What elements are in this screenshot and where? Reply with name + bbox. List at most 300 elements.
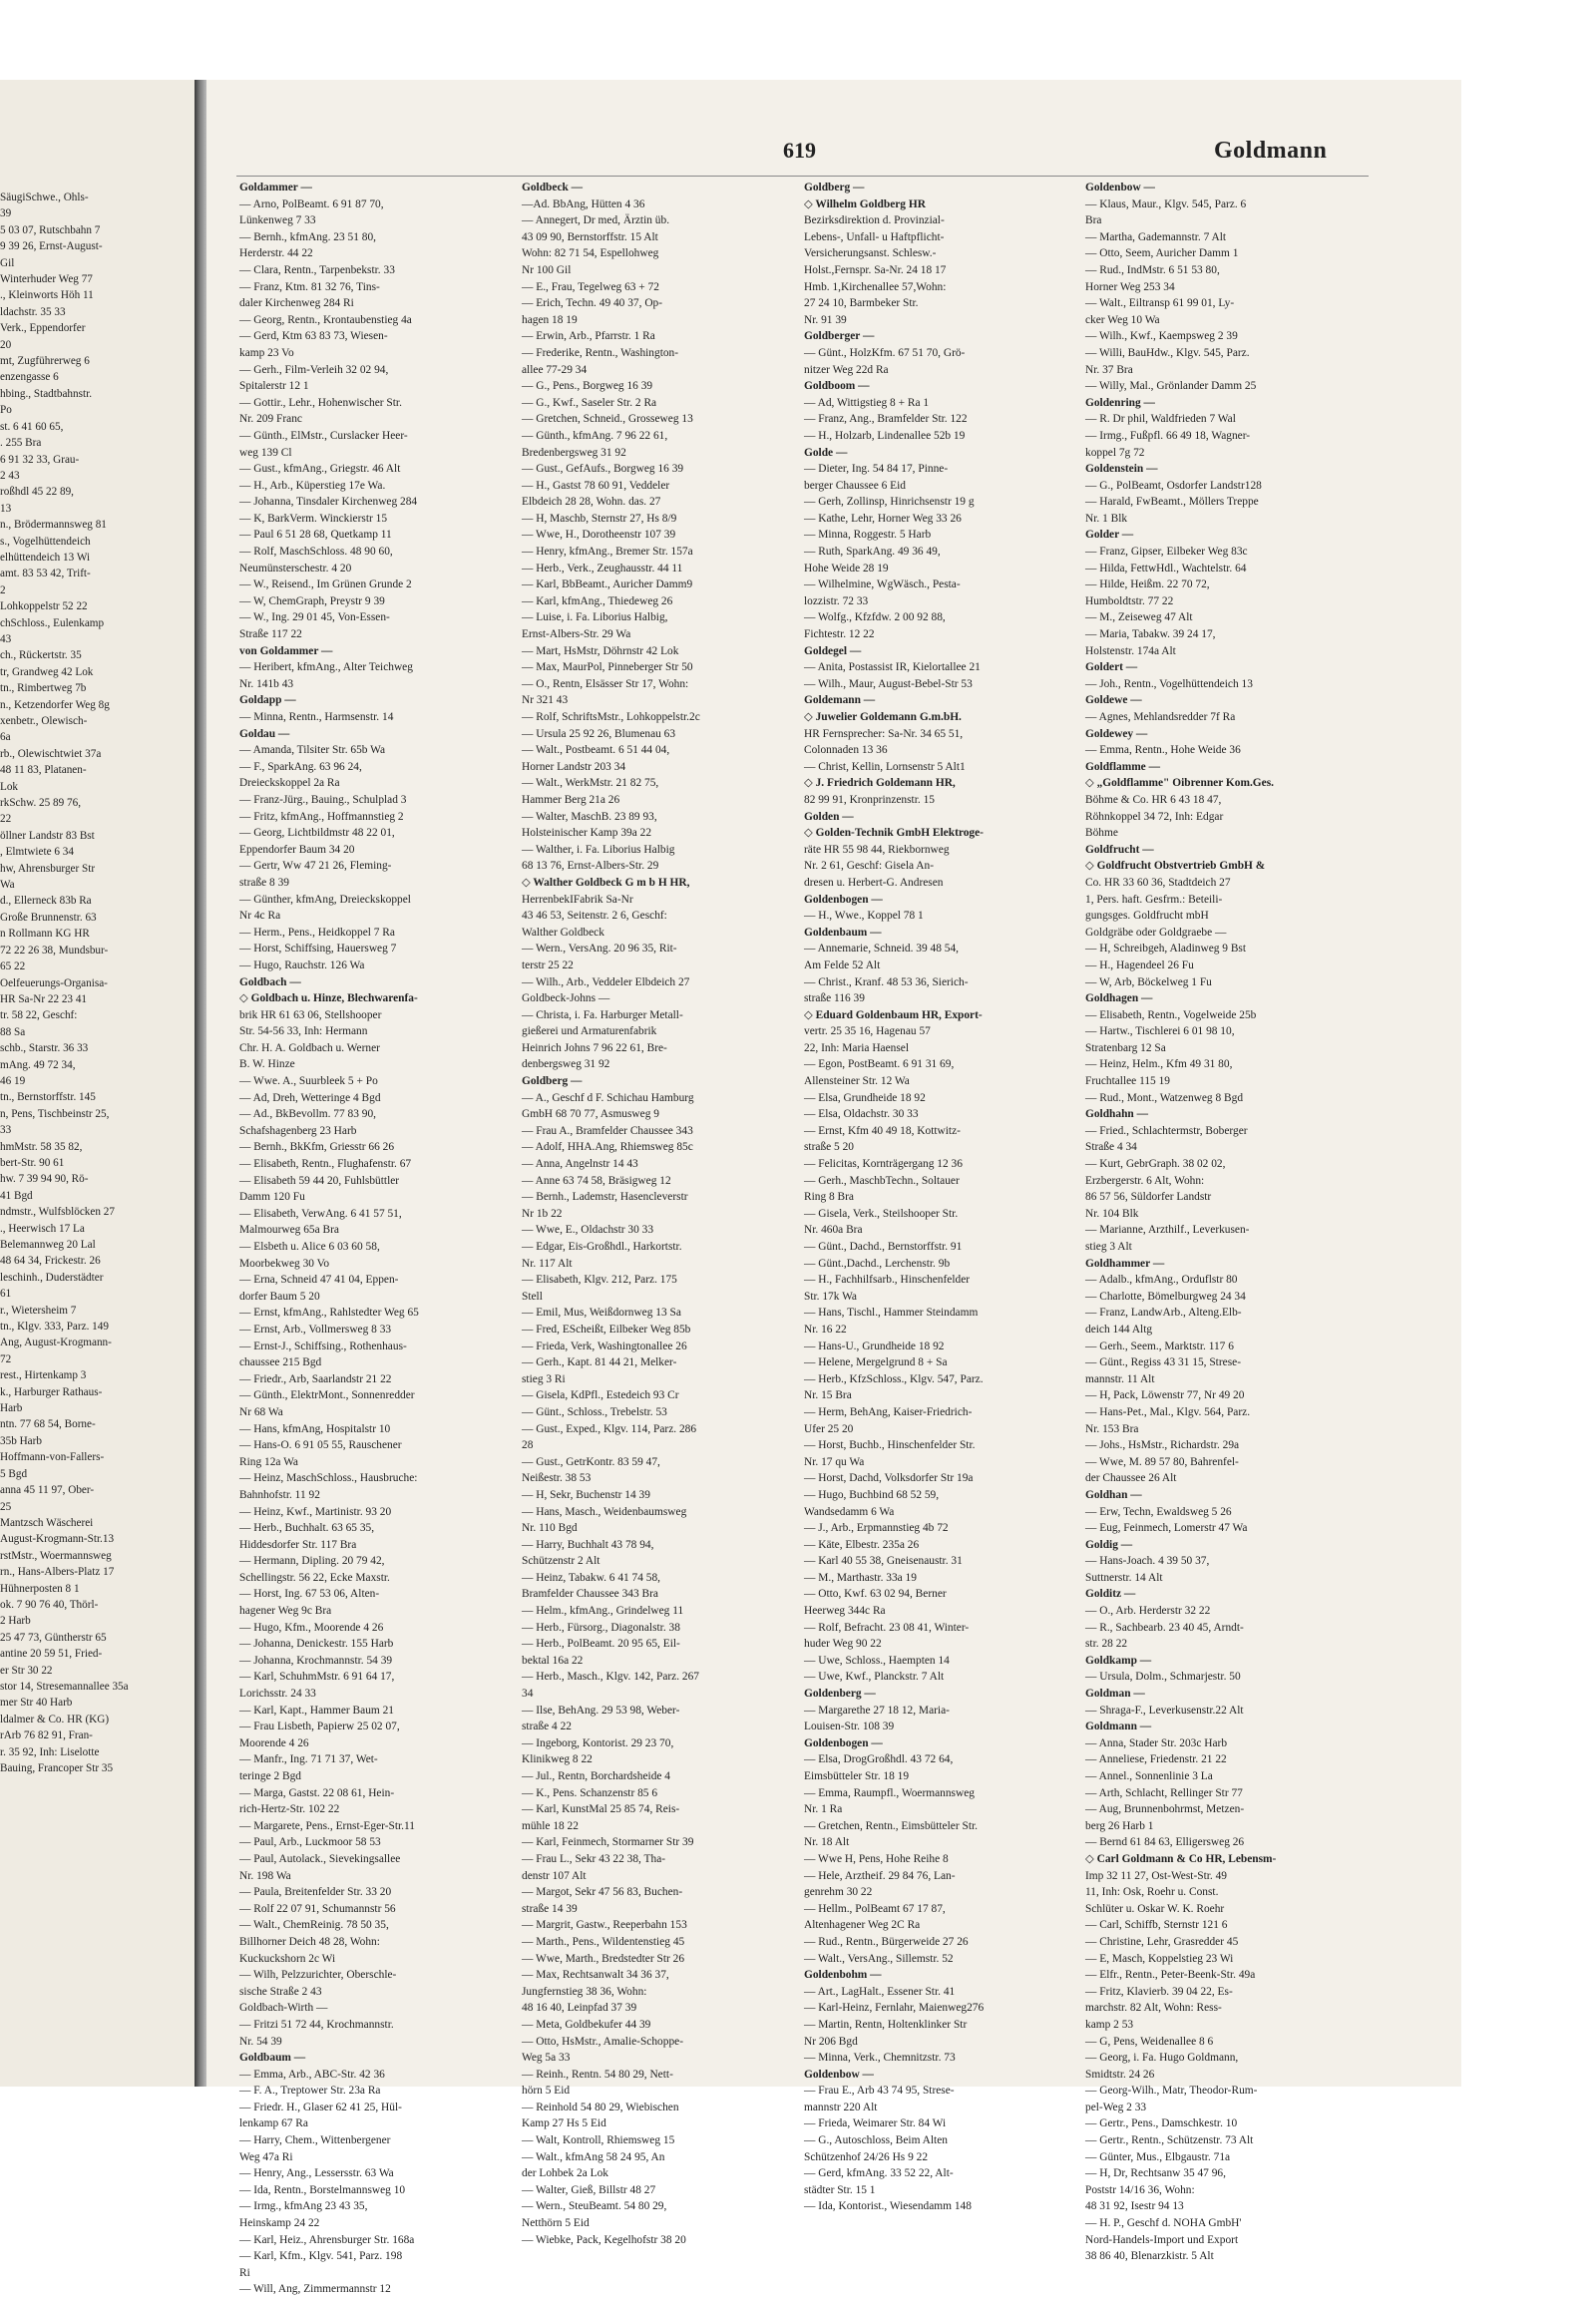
directory-entry-line: — Christ., Kranf. 48 53 36, Sierich- <box>804 975 969 988</box>
left-page-line: r., Wietersheim 7 <box>0 1304 77 1317</box>
directory-entry-line: Eppendorfer Baum 34 20 <box>239 843 355 856</box>
left-page-line: ldalmer & Co. HR (KG) <box>0 1713 110 1725</box>
directory-entry-line: Nr. 198 Wa <box>239 1869 291 1882</box>
directory-entry-line: Versicherungsanst. Schlesw.- <box>804 247 937 260</box>
directory-entry-line: — Franz-Jürg., Bauing., Schulplad 3 <box>239 793 407 806</box>
left-page-line: Belemannweg 20 Lal <box>0 1239 96 1251</box>
directory-entry-line: — Hans-O. 6 91 05 55, Rauschener <box>239 1439 402 1452</box>
directory-entry-line: Nr. 18 Alt <box>804 1836 850 1849</box>
directory-entry-line: — Wern., SteuBeamt. 54 80 29, <box>522 2200 667 2213</box>
directory-entry-line: — Karl 40 55 38, Gneisenaustr. 31 <box>804 1555 963 1568</box>
left-page-line: rkSchw. 25 89 76, <box>0 797 81 810</box>
left-page-line: 2 Harb <box>0 1615 31 1628</box>
directory-entry-line: — Will, Ang, Zimmermannstr 12 <box>239 2283 391 2296</box>
directory-entry-line: — Gretchen, Schneid., Grosseweg 13 <box>522 413 693 426</box>
left-page-line: Mantzsch Wäscherei <box>0 1516 94 1529</box>
directory-entry-line: — Wwe, H., Dorotheenstr 107 39 <box>522 529 676 542</box>
left-page-line: 39 <box>0 207 12 220</box>
directory-entry-line: Suttnerstr. 14 Alt <box>1085 1571 1163 1584</box>
directory-entry-line: Lünkenweg 7 33 <box>239 214 316 227</box>
directory-entry-line: Bahnhofstr. 11 92 <box>239 1488 320 1501</box>
directory-entry-line: — Gerh., Seem., Marktstr. 117 6 <box>1085 1340 1234 1352</box>
directory-entry-line: Horner Weg 253 34 <box>1085 280 1175 293</box>
directory-entry-line: — Ernst, kfmAng., Rahlstedter Weg 65 <box>239 1307 419 1320</box>
directory-entry-line: — Karl, kfmAng., Thiedeweg 26 <box>522 594 673 607</box>
left-page-line: mer Str 40 Harb <box>0 1697 73 1710</box>
directory-entry-line: — Emma, Arb., ABC-Str. 42 36 <box>239 2068 385 2081</box>
directory-entry-line: — Emma, Raumpfl., Woermannsweg <box>804 1786 975 1799</box>
directory-entry-line: — Ernst, Kfm 40 49 18, Kottwitz- <box>804 1124 961 1137</box>
directory-entry-line: ◇ Goldfrucht Obstvertrieb GmbH & <box>1085 860 1266 873</box>
directory-entry-line: — M., Zeiseweg 47 Alt <box>1085 611 1193 624</box>
directory-entry-line: — H, Pack, Löwenstr 77, Nr 49 20 <box>1085 1389 1245 1402</box>
directory-entry-line: Poststr 14/16 36, Wohn: <box>1085 2183 1195 2196</box>
directory-entry-line: — Jul., Rentn, Borchardsheide 4 <box>522 1770 671 1782</box>
directory-entry-line: — Georg, Lichtbildmstr 48 22 01, <box>239 827 395 840</box>
directory-entry-line: — Christine, Lehr, Grasredder 45 <box>1085 1935 1239 1948</box>
directory-entry-line: — Günther, kfmAng, Dreieckskoppel <box>239 893 411 906</box>
left-page-line: Gil <box>0 256 15 269</box>
directory-entry-line: — Rolf, SchriftsMstr., Lohkoppelstr.2c <box>522 711 700 723</box>
directory-entry-line: — Gerh., Film-Verleih 32 02 94, <box>239 363 389 376</box>
directory-entry-line: — Franz, Ang., Bramfelder Str. 122 <box>804 413 968 426</box>
directory-entry-line: — Anneliese, Friedenstr. 21 22 <box>1085 1753 1227 1766</box>
directory-entry-line: — O., Arb. Herderstr 32 22 <box>1085 1605 1211 1618</box>
directory-entry-line: — Manfr., Ing. 71 71 37, Wet- <box>239 1753 378 1766</box>
directory-entry-line: — Elisabeth 59 44 20, Fuhlsbüttler <box>239 1174 400 1187</box>
directory-entry-line: Goldapp — <box>239 694 296 707</box>
directory-entry-line: Schellingstr. 56 22, Ecke Maxstr. <box>239 1571 390 1584</box>
directory-entry-line: — Rud., Mont., Watzenweg 8 Bgd <box>1085 1091 1244 1104</box>
page-number: 619 <box>783 138 816 163</box>
directory-entry-line: — Walt., VersAng., Sillemstr. 52 <box>804 1952 954 1965</box>
directory-entry-line: — Herb., Buchhalt. 63 65 35, <box>239 1522 375 1535</box>
directory-entry-line: weg 139 Cl <box>239 446 292 459</box>
directory-entry-line: — Elsa, Grundheide 18 92 <box>804 1091 926 1104</box>
running-head: Goldmann <box>1214 138 1328 164</box>
directory-entry-line: — Ernst, Arb., Vollmersweg 8 33 <box>239 1323 392 1336</box>
directory-entry-line: 27 24 10, Barmbeker Str. <box>804 297 919 310</box>
directory-entry-line: Nr. 17 qu Wa <box>804 1455 865 1468</box>
left-page-line: hw, Ahrensburger Str <box>0 862 96 875</box>
left-page-line: tr. 58 22, Geschf: <box>0 1009 78 1022</box>
directory-entry-line: — Gerh, Zollinsp, Hinrichsenstr 19 g <box>804 496 975 509</box>
left-page-line: Lohkoppelstr 52 22 <box>0 600 88 613</box>
left-page-line: ch., Rückertstr. 35 <box>0 649 82 662</box>
left-page-line: 25 47 73, Güntherstr 65 <box>0 1631 107 1644</box>
directory-entry-line: — Frau E., Arb 43 74 95, Strese- <box>804 2085 955 2098</box>
directory-entry-line: — Hans-U., Grundheide 18 92 <box>804 1340 945 1352</box>
directory-entry-line: — Karl, Kapt., Hammer Baum 21 <box>239 1704 395 1717</box>
directory-entry-line: — Annegert, Dr med, Ärztin üb. <box>522 214 670 227</box>
directory-entry-line: Goldau — <box>239 727 290 740</box>
directory-entry-line: Horner Landstr 203 34 <box>522 760 626 773</box>
directory-entry-line: ◇ Juwelier Goldemann G.m.bH. <box>804 711 962 723</box>
directory-entry-line: 86 57 56, Süldorfer Landstr <box>1085 1191 1212 1204</box>
directory-entry-line: — Uwe, Schloss., Haempten 14 <box>804 1654 950 1667</box>
directory-entry-line: koppel 7g 72 <box>1085 446 1145 459</box>
directory-entry-line: denbergsweg 31 92 <box>522 1058 610 1071</box>
directory-entry-line: — Helene, Mergelgrund 8 + Sa <box>804 1356 948 1369</box>
left-page-line: n Rollmann KG HR <box>0 928 90 941</box>
directory-entry-line: Hohe Weide 28 19 <box>804 562 889 574</box>
left-page-line: Ang, August-Krogmann- <box>0 1337 112 1349</box>
directory-entry-line: — Paul, Arb., Luckmoor 58 53 <box>239 1836 381 1849</box>
directory-entry-line: — Hans-Joach. 4 39 50 37, <box>1085 1555 1210 1568</box>
directory-entry-line: — Henry, Ang., Lessersstr. 63 Wa <box>239 2167 394 2180</box>
directory-entry-line: denstr 107 Alt <box>522 1869 587 1882</box>
directory-entry-line: Nr. 460a Bra <box>804 1224 863 1237</box>
directory-entry-line: Schlüter u. Oskar W. K. Roehr <box>1085 1902 1225 1915</box>
directory-entry-line: Nr. 110 Bgd <box>522 1522 578 1535</box>
directory-entry-line: ◇ Eduard Goldenbaum HR, Export- <box>804 1008 983 1021</box>
directory-entry-line: teringe 2 Bgd <box>239 1770 302 1782</box>
directory-entry-line: — Shraga-F., Leverkusenstr.22 Alt <box>1085 1704 1244 1717</box>
directory-entry-line: Goldenring — <box>1085 396 1155 409</box>
directory-entry-line: — Minna, Verk., Chemnitzstr. 73 <box>804 2052 956 2065</box>
directory-entry-line: Nr. 15 Bra <box>804 1389 852 1402</box>
directory-entry-line: — H, Schreibgeh, Aladinweg 9 Bst <box>1085 943 1247 956</box>
directory-entry-line: — Willy, Mal., Grönlander Damm 25 <box>1085 380 1257 393</box>
directory-entry-line: — Bernh., kfmAng. 23 51 80, <box>239 230 376 243</box>
directory-entry-line: — R., Sachbearb. 23 40 45, Arndt- <box>1085 1621 1244 1634</box>
directory-entry-line: ◇ Walther Goldbeck G m b H HR, <box>522 876 690 889</box>
page-header <box>206 138 1461 170</box>
directory-entry-line: Goldig — <box>1085 1538 1133 1551</box>
directory-entry-line: — Willi, BauHdw., Klgv. 545, Parz. <box>1085 346 1250 359</box>
directory-entry-line: straße 4 22 <box>522 1721 572 1733</box>
directory-entry-line: — Reinhold 54 80 29, Wiebischen <box>522 2101 679 2113</box>
directory-entry-line: — Ad, Wittigstieg 8 + Ra 1 <box>804 396 930 409</box>
directory-entry-line: Goldenbohm — <box>804 1969 882 1982</box>
directory-entry-line: Moorbekweg 30 Vo <box>239 1257 330 1270</box>
directory-entry-line: — Wern., VersAng. 20 96 35, Rit- <box>522 943 677 956</box>
directory-entry-line: — Günt., Regiss 43 31 15, Strese- <box>1085 1356 1241 1369</box>
directory-entry-line: Nr. 91 39 <box>804 313 847 326</box>
directory-entry-line: Dreieckskoppel 2a Ra <box>239 777 340 790</box>
left-page-line: Lok <box>0 780 19 793</box>
directory-entry-line: Goldhammer — <box>1085 1257 1165 1270</box>
directory-entry-line: Goldenbogen — <box>804 893 883 906</box>
directory-entry-line: — Friedr. H., Glaser 62 41 25, Hül- <box>239 2101 402 2113</box>
directory-entry-line: Wandsedamm 6 Wa <box>804 1505 895 1518</box>
left-page-line: tr, Grandweg 42 Lok <box>0 665 94 678</box>
directory-entry-line: — Otto, HsMstr., Amalie-Schoppe- <box>522 2035 683 2048</box>
directory-entry-line: Goldammer — <box>239 182 312 193</box>
directory-entry-line: — Walt, Kontroll, Rhiemsweg 15 <box>522 2134 675 2147</box>
directory-entry-line: — G., Kwf., Saseler Str. 2 Ra <box>522 396 657 409</box>
column-3 <box>804 180 1078 2215</box>
directory-entry-line: — Hilda, FettwHdl., Wachtelstr. 64 <box>1085 562 1247 574</box>
directory-entry-line: dresen u. Herbert-G. Andresen <box>804 876 944 889</box>
left-page-line: n., Ketzendorfer Weg 8g <box>0 698 110 711</box>
directory-entry-line: — Uwe, Kwf., Planckstr. 7 Alt <box>804 1671 945 1684</box>
directory-entry-line: kamp 23 Vo <box>239 346 294 359</box>
directory-entry-line: — Otto, Seem, Auricher Damm 1 <box>1085 247 1239 260</box>
directory-entry-line: — Maria, Tabakw. 39 24 17, <box>1085 628 1216 641</box>
directory-entry-line: Holsteinischer Kamp 39a 22 <box>522 827 652 840</box>
directory-entry-line: — Paula, Breitenfelder Str. 33 20 <box>239 1886 392 1899</box>
directory-entry-line: — Ad, Dreh, Wetteringe 4 Bgd <box>239 1091 381 1104</box>
left-page-line: 25 <box>0 1500 12 1513</box>
directory-entry-line: 43 09 90, Bernstorffstr. 15 Alt <box>522 230 658 243</box>
directory-entry-line: — Clara, Rentn., Tarpenbekstr. 33 <box>239 263 395 276</box>
directory-entry-line: räte HR 55 98 44, Riekbornweg <box>804 843 950 856</box>
directory-entry-line: stieg 3 Alt <box>1085 1241 1132 1253</box>
directory-entry-line: — G., Pens., Borgweg 16 39 <box>522 380 653 393</box>
directory-entry-line: — Frederike, Rentn., Washington- <box>522 346 679 359</box>
directory-entry-line: Stratenbarg 12 Sa <box>1085 1041 1166 1054</box>
directory-entry-line: ◇ Carl Goldmann & Co HR, Lebensm- <box>1085 1852 1277 1865</box>
directory-entry-line: — Hugo, Kfm., Moorende 4 26 <box>239 1621 384 1634</box>
left-page-line: k., Harburger Rathaus- <box>0 1385 103 1398</box>
directory-entry-line: ◇ J. Friedrich Goldemann HR, <box>804 777 956 790</box>
directory-entry-line: — Wilh, Pelzzurichter, Oberschle- <box>239 1969 397 1982</box>
directory-entry-line: — Wwe, M. 89 57 80, Bahrenfel- <box>1085 1455 1239 1468</box>
directory-entry-line: Wohn: 82 71 54, Espellohweg <box>522 247 659 260</box>
left-page-line: Hoffmann-von-Fallers- <box>0 1451 105 1464</box>
directory-entry-line: — Johanna, Tinsdaler Kirchenweg 284 <box>239 496 418 509</box>
directory-entry-line: — Franz, Gipser, Eilbeker Weg 83c <box>1085 546 1248 559</box>
directory-entry-line: — Gertr., Rentn., Schützenstr. 73 Alt <box>1085 2134 1254 2147</box>
directory-entry-line: — Wiebke, Pack, Kegelhofstr 38 20 <box>522 2233 686 2246</box>
directory-entry-line: — Heinz, MaschSchloss., Hausbruche: <box>239 1472 418 1485</box>
directory-entry-line: Goldenstein — <box>1085 463 1158 476</box>
directory-entry-line: — Elsa, Oldachstr. 30 33 <box>804 1108 919 1121</box>
left-page-line: ndmstr., Wulfsblöcken 27 <box>0 1206 115 1219</box>
directory-entry-line: lozzistr. 72 33 <box>804 594 869 607</box>
directory-entry-line: Elbdeich 28 28, Wohn. das. 27 <box>522 496 661 509</box>
directory-entry-line: — F. A., Treptower Str. 23a Ra <box>239 2085 381 2098</box>
directory-entry-line: Nr 1b 22 <box>522 1207 563 1220</box>
left-page-line: ldachstr. 35 33 <box>0 305 66 318</box>
left-page-line: 48 11 83, Platanen- <box>0 764 87 777</box>
directory-entry-line: — Emma, Rentn., Hohe Weide 36 <box>1085 744 1241 757</box>
left-page-line: rest., Hirtenkamp 3 <box>0 1369 87 1382</box>
column-2 <box>522 180 796 2248</box>
directory-entry-line: kamp 2 53 <box>1085 2018 1134 2031</box>
left-page-line: tn., Klgv. 333, Parz. 149 <box>0 1321 109 1334</box>
directory-entry-line: — Dieter, Ing. 54 84 17, Pinne- <box>804 463 949 476</box>
left-page-line: Große Brunnenstr. 63 <box>0 911 97 924</box>
directory-entry-line: — Bernh., Lademstr, Hasencleverstr <box>522 1191 688 1204</box>
directory-entry-line: — Carl, Schiffb, Sternstr 121 6 <box>1085 1919 1228 1932</box>
directory-entry-line: — H., Hagendeel 26 Fu <box>1085 958 1194 971</box>
directory-entry-line: sische Straße 2 43 <box>239 1985 322 1998</box>
directory-entry-line: 1, Pers. haft. Gesfrm.: Beteili- <box>1085 893 1223 906</box>
directory-entry-line: — Gerh., MaschbTechn., Soltauer <box>804 1174 960 1187</box>
directory-entry-line: Nr 68 Wa <box>239 1405 283 1418</box>
directory-entry-line: — Frieda, Weimarer Str. 84 Wi <box>804 2117 947 2130</box>
left-page-line: 41 Bgd <box>0 1189 33 1202</box>
directory-entry-line: — W., Ing. 29 01 45, Von-Essen- <box>239 611 390 624</box>
directory-entry-line: Humboldtstr. 77 22 <box>1085 594 1174 607</box>
directory-entry-line: Hmb. 1,Kirchenallee 57,Wohn: <box>804 280 947 293</box>
directory-entry-line: städter Str. 15 1 <box>804 2183 876 2196</box>
left-page-line: 6 91 32 33, Grau- <box>0 453 80 466</box>
left-page-line: tn., Rimbertweg 7b <box>0 682 87 695</box>
directory-entry-line: — Frau L., Sekr 43 22 38, Tha- <box>522 1852 666 1865</box>
directory-entry-line: —Ad. BbAng, Hütten 4 36 <box>522 197 645 210</box>
directory-entry-line: Straße 117 22 <box>239 628 302 641</box>
directory-entry-line: — Helm., kfmAng., Grindelweg 11 <box>522 1605 684 1618</box>
directory-entry-line: — Adalb., kfmAng., Orduflstr 80 <box>1085 1274 1238 1287</box>
directory-entry-line: mannstr. 11 Alt <box>1085 1372 1155 1385</box>
directory-entry-line: — Erich, Techn. 49 40 37, Op- <box>522 297 663 310</box>
directory-entry-line: — Hilde, Heißm. 22 70 72, <box>1085 578 1210 591</box>
directory-entry-line: — Eug, Feinmech, Lomerstr 47 Wa <box>1085 1522 1248 1535</box>
left-page-line: Bauing, Francoper Str 35 <box>0 1762 114 1774</box>
directory-entry-line: Herderstr. 44 22 <box>239 247 313 260</box>
directory-entry-line: — Agnes, Mehlandsredder 7f Ra <box>1085 711 1236 723</box>
directory-entry-line: — Paul 6 51 28 68, Quetkamp 11 <box>239 529 392 542</box>
directory-entry-line: vertr. 25 35 16, Hagenau 57 <box>804 1025 931 1038</box>
directory-entry-line: gungsges. Goldfrucht mbH <box>1085 910 1209 923</box>
left-page-line: 6a <box>0 731 11 744</box>
directory-entry-line: Goldberger — <box>804 330 875 343</box>
directory-entry-line: — Martha, Gademannstr. 7 Alt <box>1085 230 1227 243</box>
directory-entry-line: — Herb., KfzSchloss., Klgv. 547, Parz. <box>804 1372 984 1385</box>
directory-entry-line: Am Felde 52 Alt <box>804 958 881 971</box>
directory-entry-line: Goldkamp — <box>1085 1654 1152 1667</box>
left-page-line: rn., Hans-Albers-Platz 17 <box>0 1566 115 1579</box>
directory-entry-line: — Johanna, Denickestr. 155 Harb <box>239 1638 394 1651</box>
directory-entry-line: — Elisabeth, Rentn., Vogelweide 25b <box>1085 1008 1257 1021</box>
directory-entry-line: gießerei und Armaturenfabrik <box>522 1025 657 1038</box>
directory-entry-line: — Rolf, Befracht. 23 08 41, Winter- <box>804 1621 970 1634</box>
directory-entry-line: Böhme <box>1085 827 1118 840</box>
directory-entry-line: pel-Weg 2 33 <box>1085 2101 1147 2113</box>
directory-entry-line: — Ernst-J., Schiffsing., Rothenhaus- <box>239 1340 407 1352</box>
directory-entry-line: Klinikweg 8 22 <box>522 1753 593 1766</box>
directory-entry-line: — Hele, Arztheif. 29 84 76, Lan- <box>804 1869 956 1882</box>
directory-entry-line: — Ruth, SparkAng. 49 36 49, <box>804 546 941 559</box>
directory-entry-line: — Harald, FwBeamt., Möllers Treppe <box>1085 496 1259 509</box>
directory-entry-line: — Ursula, Dolm., Schmarjestr. 50 <box>1085 1671 1241 1684</box>
directory-entry-line: — Amanda, Tilsiter Str. 65b Wa <box>239 744 386 757</box>
directory-entry-line: — Wilhelmine, WgWäsch., Pesta- <box>804 578 961 591</box>
directory-entry-line: berg 26 Harb 1 <box>1085 1819 1154 1832</box>
directory-entry-line: Bredenbergsweg 31 92 <box>522 446 626 459</box>
directory-entry-line: hagen 18 19 <box>522 313 578 326</box>
directory-entry-line: — Irmg., kfmAng 23 43 35, <box>239 2200 368 2213</box>
directory-entry-line: — Heinz, Tabakw. 6 41 74 58, <box>522 1571 661 1584</box>
directory-entry-line: Malmourweg 65a Bra <box>239 1224 339 1237</box>
left-page-line: 48 64 34, Frickestr. 26 <box>0 1255 101 1268</box>
directory-entry-line: — Wilh., Arb., Veddeler Elbdeich 27 <box>522 975 690 988</box>
directory-entry-line: — Georg-Wilh., Matr, Theodor-Rum- <box>1085 2085 1258 2098</box>
directory-entry-line: — G., PolBeamt, Osdorfer Landstr128 <box>1085 479 1262 492</box>
directory-entry-line: — Bernh., BkKfm, Griesstr 66 26 <box>239 1141 395 1154</box>
directory-entry-line: — Reinh., Rentn. 54 80 29, Nett- <box>522 2068 673 2081</box>
directory-entry-line: — Heinz, Kwf., Martinistr. 93 20 <box>239 1505 392 1518</box>
directory-entry-line: — Walt., WerkMstr. 21 82 75, <box>522 777 659 790</box>
directory-entry-line: — Gottir., Lehr., Hohenwischer Str. <box>239 396 402 409</box>
directory-entry-line: — Karl-Heinz, Fernlahr, Maienweg276 <box>804 2002 985 2015</box>
directory-page <box>206 80 1461 2296</box>
left-page-line: chSchloss., Eulenkamp <box>0 616 105 629</box>
directory-entry-line: Ufer 25 20 <box>804 1422 854 1435</box>
directory-entry-line: — Meta, Goldbekufer 44 39 <box>522 2018 651 2031</box>
left-page-line: hmMstr. 58 35 82, <box>0 1140 83 1153</box>
directory-entry-line: — H., Wwe., Koppel 78 1 <box>804 910 924 923</box>
directory-entry-line: Schützenhof 24/26 Hs 9 22 <box>804 2150 929 2163</box>
directory-entry-line: mannstr 220 Alt <box>804 2101 878 2113</box>
left-page-line: ., Kleinworts Höh 11 <box>0 289 94 302</box>
directory-entry-line: Schützenstr 2 Alt <box>522 1555 600 1568</box>
left-page-line: 88 Sa <box>0 1025 26 1038</box>
left-page-line: 20 <box>0 338 12 351</box>
directory-entry-line: — H., Gastst 78 60 91, Veddeler <box>522 479 670 492</box>
directory-entry-line: — Luise, i. Fa. Liborius Halbig, <box>522 611 668 624</box>
directory-entry-line: — Walt., ChemReinig. 78 50 35, <box>239 1919 389 1932</box>
left-page-line: er Str 30 22 <box>0 1664 53 1677</box>
directory-entry-line: Nr 206 Bgd <box>804 2035 858 2048</box>
directory-entry-line: — Charlotte, Bömelburgweg 24 34 <box>1085 1290 1246 1303</box>
directory-entry-line: — Arth, Schlacht, Rellinger Str 77 <box>1085 1786 1243 1799</box>
directory-entry-line: Allensteiner Str. 12 Wa <box>804 1075 910 1088</box>
directory-entry-line: Damm 120 Fu <box>239 1191 305 1204</box>
directory-entry-line: Nr. 16 22 <box>804 1323 847 1336</box>
left-page-line: 35b Harb <box>0 1434 42 1447</box>
left-page-line: 2 43 <box>0 469 20 482</box>
directory-entry-line: Spitalerstr 12 1 <box>239 380 309 393</box>
directory-entry-line: — Arno, PolBeamt. 6 91 87 70, <box>239 197 384 210</box>
directory-entry-line: — Wwe, E., Oldachstr 30 33 <box>522 1224 654 1237</box>
directory-entry-line: str. 28 22 <box>1085 1638 1128 1651</box>
directory-entry-line: — Elfr., Rentn., Peter-Beenk-Str. 49a <box>1085 1969 1256 1982</box>
directory-entry-line: Nr 321 43 <box>522 694 569 707</box>
directory-entry-line: Goldemann — <box>804 694 876 707</box>
directory-entry-line: Böhme & Co. HR 6 43 18 47, <box>1085 793 1222 806</box>
directory-entry-line: — E, Masch, Koppelstieg 23 Wi <box>1085 1952 1234 1965</box>
directory-entry-line: Nr. 54 39 <box>239 2035 282 2048</box>
directory-entry-line: Ring 12a Wa <box>239 1455 298 1468</box>
directory-entry-line: Nr. 1 Ra <box>804 1803 843 1816</box>
directory-entry-line: — Erw, Techn, Ewaldsweg 5 26 <box>1085 1505 1232 1518</box>
directory-entry-line: Fichtestr. 12 22 <box>804 628 875 641</box>
directory-entry-line: — Erna, Schneid 47 41 04, Eppen- <box>239 1274 399 1287</box>
left-page-line: stor 14, Stresemannallee 35a <box>0 1680 129 1693</box>
directory-entry-line: dorfer Baum 5 20 <box>239 1290 320 1303</box>
left-page-line: mt, Zugführerweg 6 <box>0 355 90 368</box>
directory-entry-line: — Elisabeth, Rentn., Flughafenstr. 67 <box>239 1158 412 1171</box>
directory-entry-line: — Frau Lisbeth, Papierw 25 02 07, <box>239 1721 400 1733</box>
directory-entry-line: — Wwe H, Pens, Hohe Reihe 8 <box>804 1852 949 1865</box>
directory-entry-line: Weg 5a 33 <box>522 2052 571 2065</box>
directory-entry-line: Golde — <box>804 446 848 459</box>
directory-entry-line: — Wwe. A., Suurbleek 5 + Po <box>239 1075 378 1088</box>
directory-entry-line: — F., SparkAng. 63 96 24, <box>239 760 362 773</box>
directory-entry-line: Moorende 4 26 <box>239 1736 309 1749</box>
directory-entry-line: — Herb., PolBeamt. 20 95 65, Eil- <box>522 1638 680 1651</box>
directory-entry-line: Goldbach-Wirth — <box>239 2002 328 2015</box>
directory-entry-line: — Mart, HsMstr, Döhrnstr 42 Lok <box>522 644 679 657</box>
directory-entry-line: — Emil, Mus, Weißdornweg 13 Sa <box>522 1307 681 1320</box>
directory-entry-line: brik HR 61 63 06, Stellshooper <box>239 1008 382 1021</box>
directory-entry-line: — Anne 63 74 58, Bräsigweg 12 <box>522 1174 671 1187</box>
directory-entry-line: — Günth., kfmAng. 7 96 22 61, <box>522 429 668 442</box>
directory-entry-line: — W, Arb, Böckelweg 1 Fu <box>1085 975 1212 988</box>
directory-entry-line: Walther Goldbeck <box>522 926 604 939</box>
directory-entry-line: — Franz, LandwArb., Alteng.Elb- <box>1085 1307 1242 1320</box>
directory-entry-line: Heinrich Johns 7 96 22 61, Bre- <box>522 1041 667 1054</box>
directory-entry-line: Goldberg — <box>804 182 865 193</box>
directory-entry-line: straße 14 39 <box>522 1902 578 1915</box>
directory-entry-line: — Walt., Eiltransp 61 99 01, Ly- <box>1085 297 1235 310</box>
directory-entry-line: Eimsbütteler Str. 18 19 <box>804 1770 910 1782</box>
directory-entry-line: Goldgräbe oder Goldgraebe — <box>1085 926 1227 939</box>
